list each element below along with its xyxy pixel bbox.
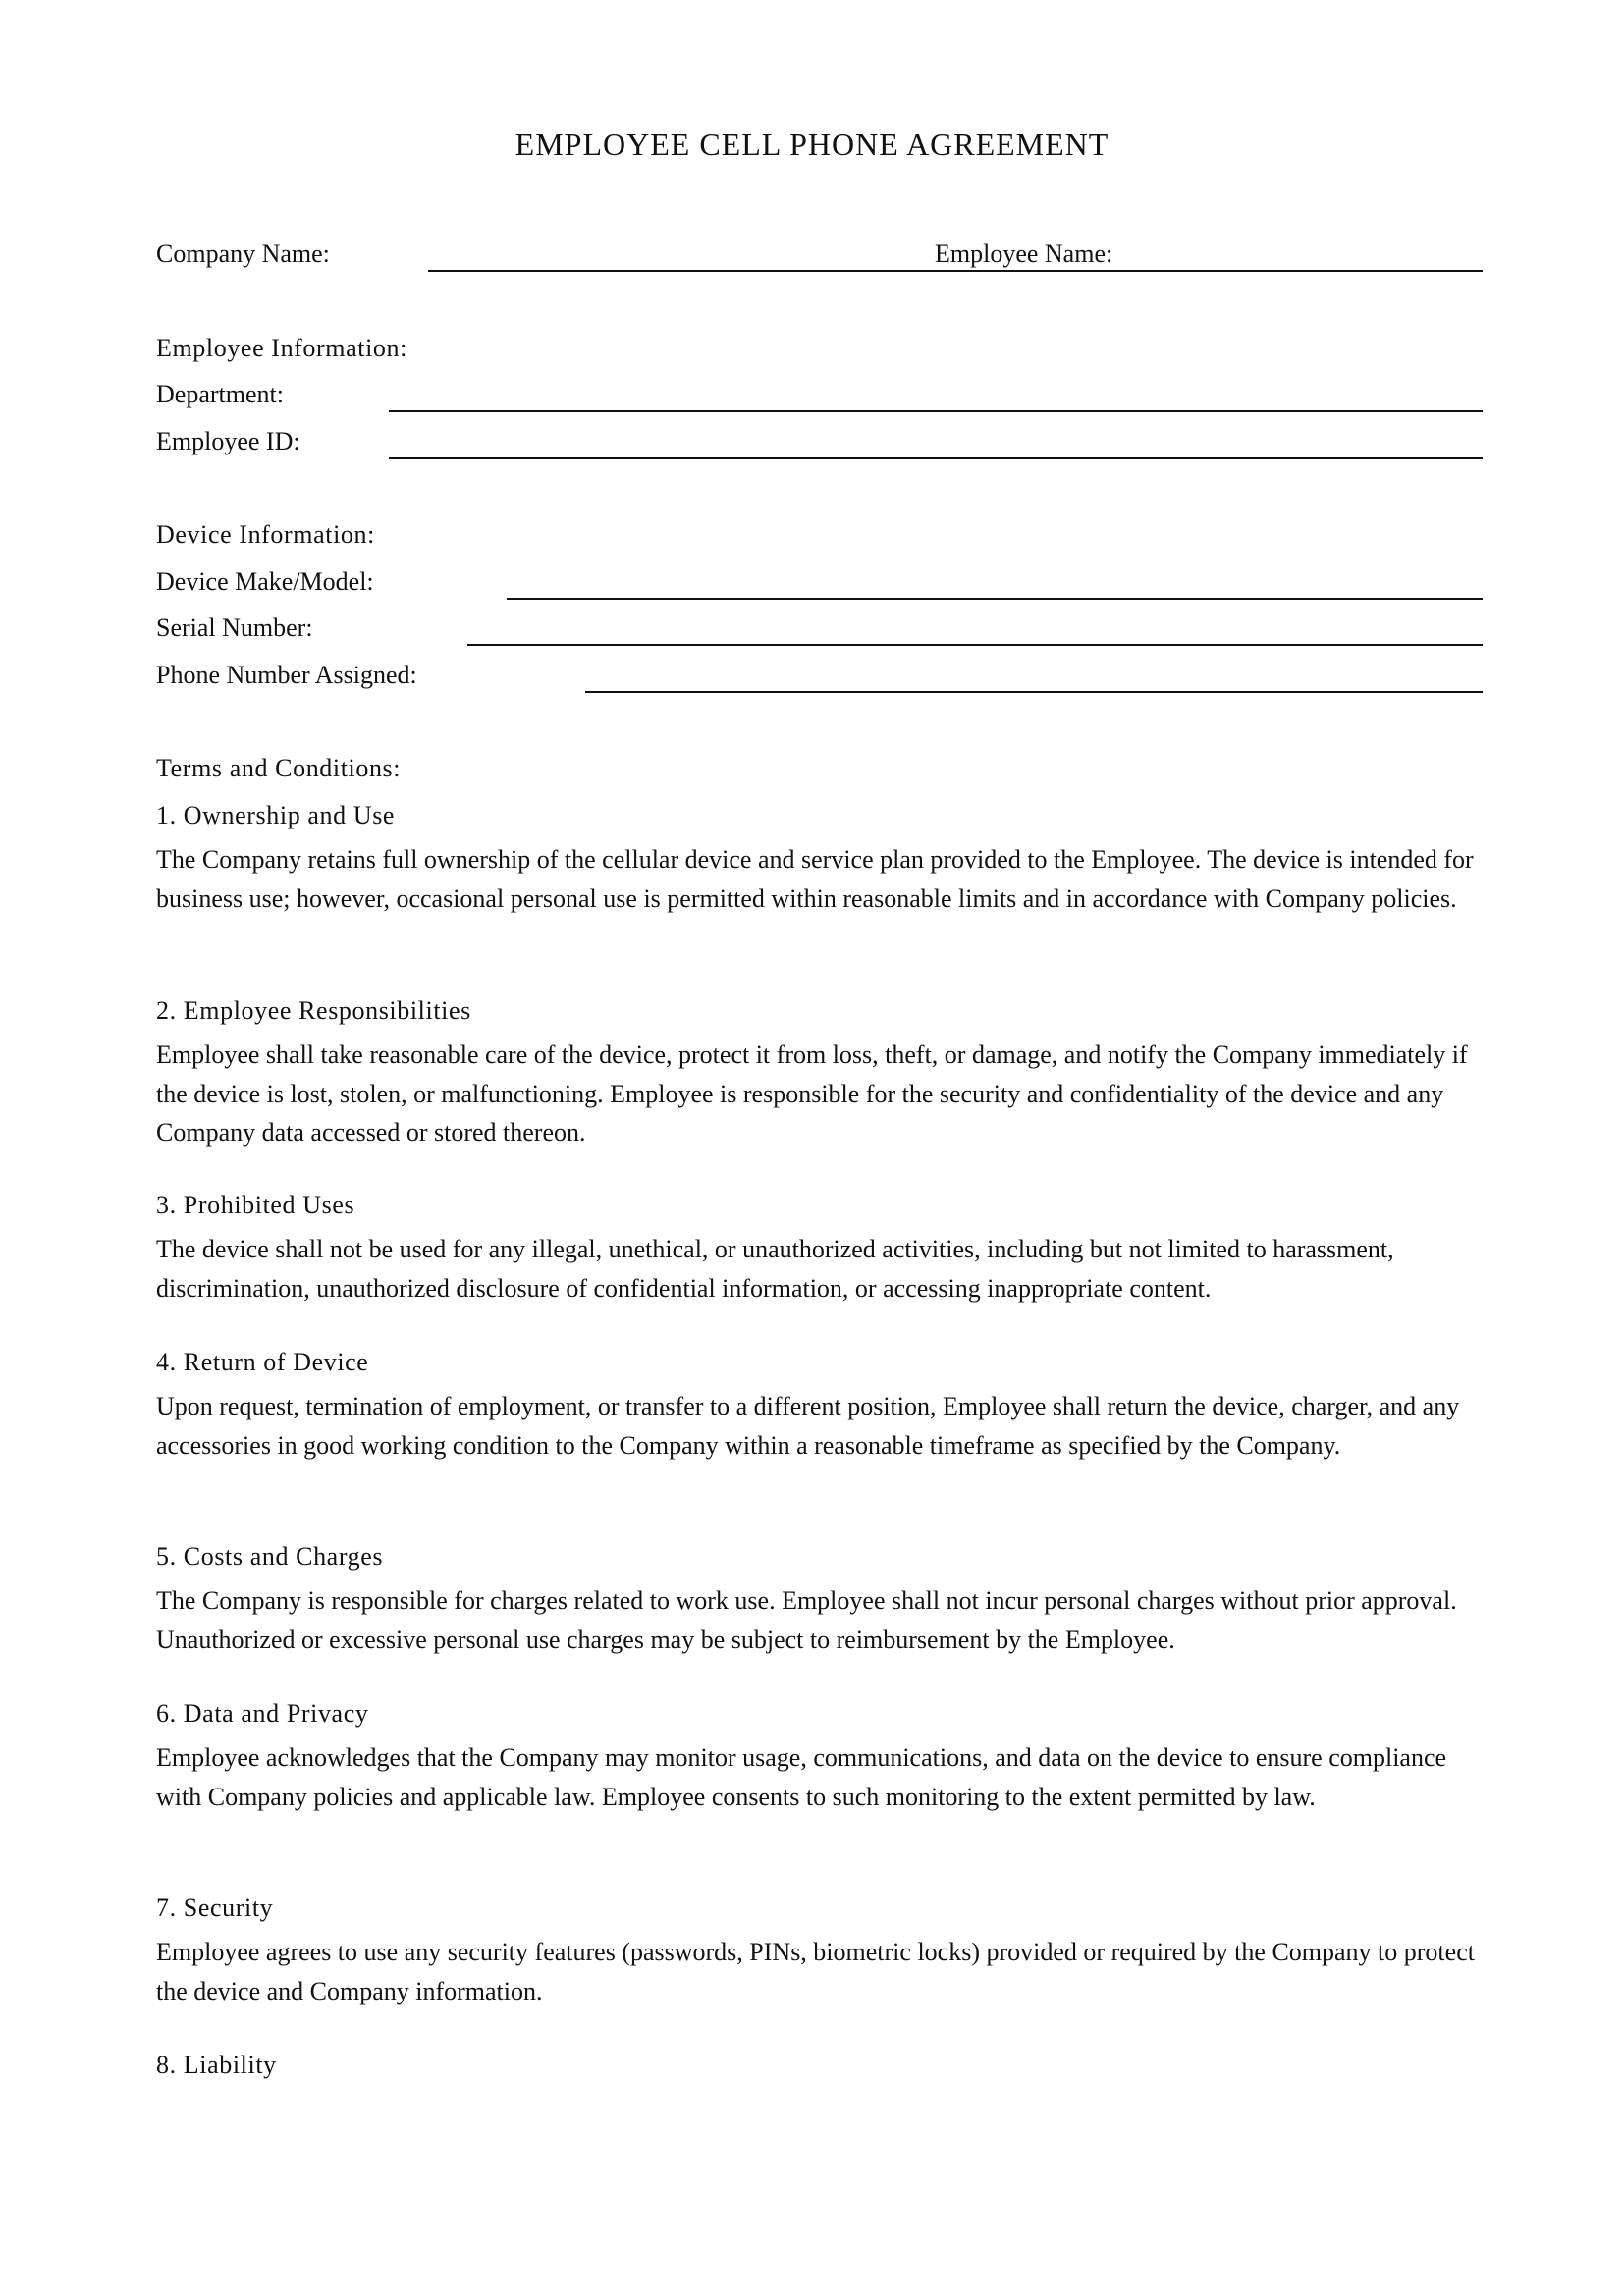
- clause-heading: 2. Employee Responsibilities: [156, 996, 471, 1025]
- clause-costs-and-charges: [156, 1541, 1482, 1659]
- department-field-line[interactable]: [389, 410, 1483, 412]
- employee-id-label: Employee ID:: [156, 427, 300, 455]
- clause-prohibited-uses: [156, 1190, 1482, 1308]
- clause-data-and-privacy: [156, 1698, 1482, 1816]
- company-name-field-line[interactable]: [428, 270, 1483, 272]
- device-information-heading: Device Information:: [156, 520, 375, 549]
- company-name-label: Company Name:: [156, 240, 330, 268]
- clause-body: Employee acknowledges that the Company may monitor usage, communications, and data on the device to ensure compliance with Company policies and applicable law. Employee consents to such monitoring to the extent permitted by law.: [156, 1743, 1447, 1811]
- clause-return-of-device: [156, 1347, 1482, 1465]
- clause-body: The device shall not be used for any illegal, unethical, or unauthorized activities, including but not limited to harassment, discrimination, unauthorized disclosure of confidential information, or accessing inappropriate content.: [156, 1235, 1394, 1303]
- clause-ownership-and-use: [156, 800, 1482, 918]
- clause-body: The Company is responsible for charges related to work use. Employee shall not incur personal charges without prior approval. Unauthorized or excessive personal use charges may be subject to reimbursement by the Employee.: [156, 1586, 1457, 1654]
- clause-heading: 1. Ownership and Use: [156, 801, 396, 829]
- device-make-model-label: Device Make/Model:: [156, 567, 374, 596]
- clause-employee-responsibilities: [156, 995, 1482, 1152]
- employee-information-heading: Employee Information:: [156, 334, 407, 362]
- clause-heading: 5. Costs and Charges: [156, 1542, 384, 1571]
- phone-number-assigned-field-line[interactable]: [585, 691, 1483, 693]
- phone-number-assigned-label: Phone Number Assigned:: [156, 661, 417, 689]
- document-title: EMPLOYEE CELL PHONE AGREEMENT: [514, 127, 1110, 162]
- terms-and-conditions-heading: Terms and Conditions:: [156, 754, 402, 782]
- department-label: Department:: [156, 380, 284, 408]
- employee-name-label: Employee Name:: [935, 240, 1113, 268]
- clause-body: The Company retains full ownership of the cellular device and service plan provided to the Employee. The device is intended for business use; however, occasional personal use is permitted within reasonable limits and in accordance with Company policies.: [156, 845, 1474, 913]
- serial-number-field-line[interactable]: [467, 644, 1483, 646]
- clause-heading: 7. Security: [156, 1894, 274, 1922]
- clause-liability: [156, 2050, 1482, 2081]
- clause-heading: 3. Prohibited Uses: [156, 1191, 355, 1219]
- clause-security: [156, 1893, 1482, 2010]
- employee-id-field-line[interactable]: [389, 457, 1483, 459]
- device-make-model-field-line[interactable]: [507, 598, 1483, 600]
- clause-heading: 6. Data and Privacy: [156, 1699, 369, 1728]
- clause-heading: 8. Liability: [156, 2051, 277, 2079]
- clause-body: Upon request, termination of employment, or transfer to a different position, Employee shall return the device, charger, and any accessories in good working condition to the Company within a reasonable timeframe as specified by the Company.: [156, 1392, 1460, 1460]
- clause-body: Employee shall take reasonable care of the device, protect it from loss, theft, or damage, and notify the Company immediately if the device is lost, stolen, or malfunctioning. Employee is responsible for the security and confidentiality of the device and any Company data accessed or stored thereon.: [156, 1041, 1468, 1147]
- clause-heading: 4. Return of Device: [156, 1348, 369, 1376]
- serial-number-label: Serial Number:: [156, 614, 313, 642]
- clause-body: Employee agrees to use any security features (passwords, PINs, biometric locks) provided or required by the Company to protect the device and Company information.: [156, 1938, 1475, 2005]
